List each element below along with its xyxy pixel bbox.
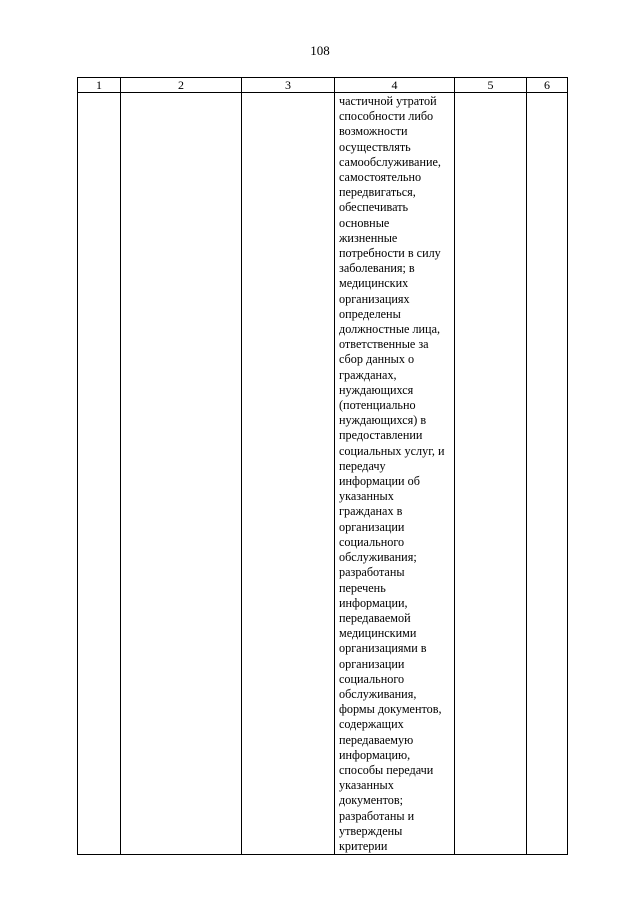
cell-col-2 — [121, 93, 242, 855]
page-number: 108 — [310, 43, 330, 58]
text-line: разработаны и — [339, 808, 415, 823]
text-line: социальных услуг, и — [339, 443, 445, 458]
text-line: гражданах, — [339, 367, 397, 382]
text-line: указанных — [339, 489, 394, 504]
text-line: утверждены — [339, 823, 403, 838]
column-header-2: 2 — [121, 78, 242, 93]
cell-col-5 — [455, 93, 527, 855]
text-line: (потенциально — [339, 398, 416, 413]
text-line: осуществлять — [339, 139, 411, 154]
text-line: указанных — [339, 778, 394, 793]
cell-col-1 — [78, 93, 121, 855]
text-line: гражданах в — [339, 504, 403, 519]
text-line: медицинскими — [339, 626, 417, 641]
text-line: организациях — [339, 291, 410, 306]
text-line: должностные лица, — [339, 322, 441, 337]
text-line: нуждающихся — [339, 382, 414, 397]
text-line: передаваемую — [339, 732, 414, 747]
text-line: разработаны — [339, 565, 405, 580]
column-header-6: 6 — [527, 78, 568, 93]
text-line: ответственные за — [339, 337, 429, 352]
text-line: предоставлении — [339, 428, 423, 443]
cell-col-4 — [335, 93, 455, 855]
text-line: организациями в — [339, 641, 427, 656]
text-line: социального — [339, 671, 405, 686]
text-line: нуждающихся) в — [339, 413, 427, 428]
text-line: перечень — [339, 580, 386, 595]
text-line: обеспечивать — [339, 200, 409, 215]
cell-col-6 — [527, 93, 568, 855]
document-table — [77, 77, 568, 855]
text-line: самостоятельно — [339, 170, 422, 185]
cell-col-3 — [242, 93, 335, 855]
column-header-3: 3 — [242, 78, 335, 93]
text-line: организации — [339, 656, 405, 671]
column-header-4: 4 — [335, 78, 455, 93]
text-line: самообслуживание, — [339, 154, 441, 169]
column-header-5: 5 — [455, 78, 527, 93]
text-line: потребности в силу — [339, 246, 441, 261]
text-line: обслуживания; — [339, 550, 417, 565]
text-line: формы документов, — [339, 702, 442, 717]
text-line: критерии — [339, 838, 388, 853]
text-line: способности либо — [339, 109, 434, 124]
table-header-row — [78, 78, 568, 93]
text-line: сбор данных о — [339, 352, 415, 367]
text-line: частичной утратой — [339, 94, 437, 108]
text-line: заболевания; в — [339, 261, 415, 276]
table-row — [78, 93, 568, 855]
column-header-1: 1 — [78, 78, 121, 93]
text-line: социального — [339, 534, 405, 549]
text-line: определены — [339, 306, 401, 321]
text-line: информации об — [339, 474, 420, 489]
text-line: передачу — [339, 458, 386, 473]
text-line: жизненные — [339, 230, 398, 245]
text-line: содержащих — [339, 717, 404, 732]
cell-col-4-text — [335, 93, 454, 854]
text-line: медицинских — [339, 276, 409, 291]
text-line: передаваемой — [339, 610, 411, 625]
text-line: информации, — [339, 595, 408, 610]
text-line: основные — [339, 215, 390, 230]
text-line: передвигаться, — [339, 185, 416, 200]
text-line: документов; — [339, 793, 404, 808]
text-line: обслуживания, — [339, 686, 417, 701]
text-line: организации — [339, 519, 405, 534]
text-line: способы передачи — [339, 762, 434, 777]
text-line: возможности — [339, 124, 408, 139]
text-line: информацию, — [339, 747, 411, 762]
